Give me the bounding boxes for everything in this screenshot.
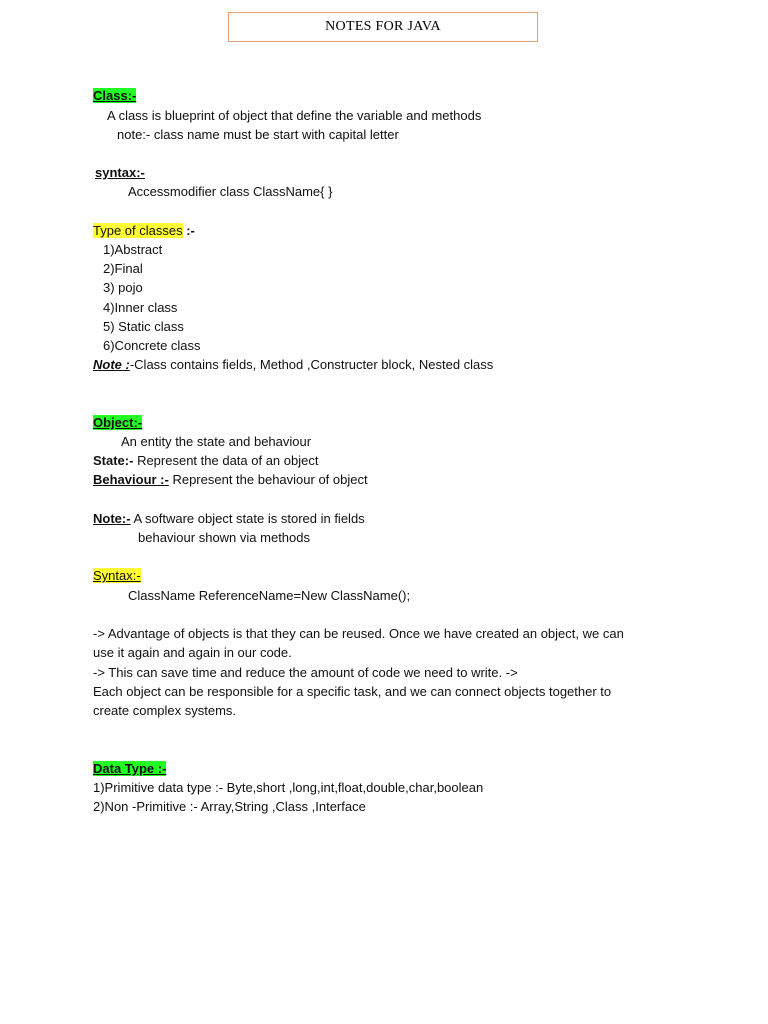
advantage-line: -> Advantage of objects is that they can be reused. Once we have created an object, we can bbox=[93, 626, 624, 641]
type-item: 6)Concrete class bbox=[103, 338, 201, 353]
type-item: 2)Final bbox=[103, 261, 143, 276]
types-heading: Type of classes :- bbox=[93, 223, 195, 238]
class-syntax-code: Accessmodifier class ClassName{ } bbox=[128, 184, 333, 199]
object-definition: An entity the state and behaviour bbox=[121, 434, 312, 449]
advantage-line: -> This can save time and reduce the amount of code we need to write. -> bbox=[93, 665, 518, 680]
advantage-line: Each object can be responsible for a specific task, and we can connect objects together to bbox=[93, 684, 612, 699]
page-title-text: NOTES FOR JAVA bbox=[325, 19, 441, 34]
object-heading: Object:- bbox=[93, 415, 143, 430]
object-note: Note:- A software object state is stored in fields bbox=[93, 511, 365, 526]
object-note-line2: behaviour shown via methods bbox=[138, 530, 310, 545]
class-heading: Class:- bbox=[93, 88, 137, 103]
advantage-line: create complex systems. bbox=[93, 703, 237, 718]
behaviour-line: Behaviour :- Represent the behaviour of object bbox=[93, 472, 368, 487]
page-title bbox=[228, 12, 538, 42]
class-definition: A class is blueprint of object that define the variable and methods bbox=[107, 108, 482, 123]
advantage-line: use it again and again in our code. bbox=[93, 645, 292, 660]
type-item: 1)Abstract bbox=[103, 242, 163, 257]
type-item: 3) pojo bbox=[103, 280, 143, 295]
primitive-line: 1)Primitive data type :- Byte,short ,long,int,float,double,char,boolean bbox=[93, 780, 484, 795]
state-line: State:- Represent the data of an object bbox=[93, 453, 319, 468]
datatype-heading: Data Type :- bbox=[93, 761, 167, 776]
non-primitive-line: 2)Non -Primitive :- Array,String ,Class ,Interface bbox=[93, 799, 366, 814]
type-item: 4)Inner class bbox=[103, 300, 178, 315]
class-contains-note: Note :-Class contains fields, Method ,Constructer block, Nested class bbox=[93, 357, 494, 372]
type-item: 5) Static class bbox=[103, 319, 184, 334]
class-note: note:- class name must be start with capital letter bbox=[117, 127, 399, 142]
object-syntax-code: ClassName ReferenceName=New ClassName(); bbox=[128, 588, 411, 603]
object-syntax-label: Syntax:- bbox=[93, 568, 141, 583]
class-syntax-label: syntax:- bbox=[95, 165, 145, 180]
